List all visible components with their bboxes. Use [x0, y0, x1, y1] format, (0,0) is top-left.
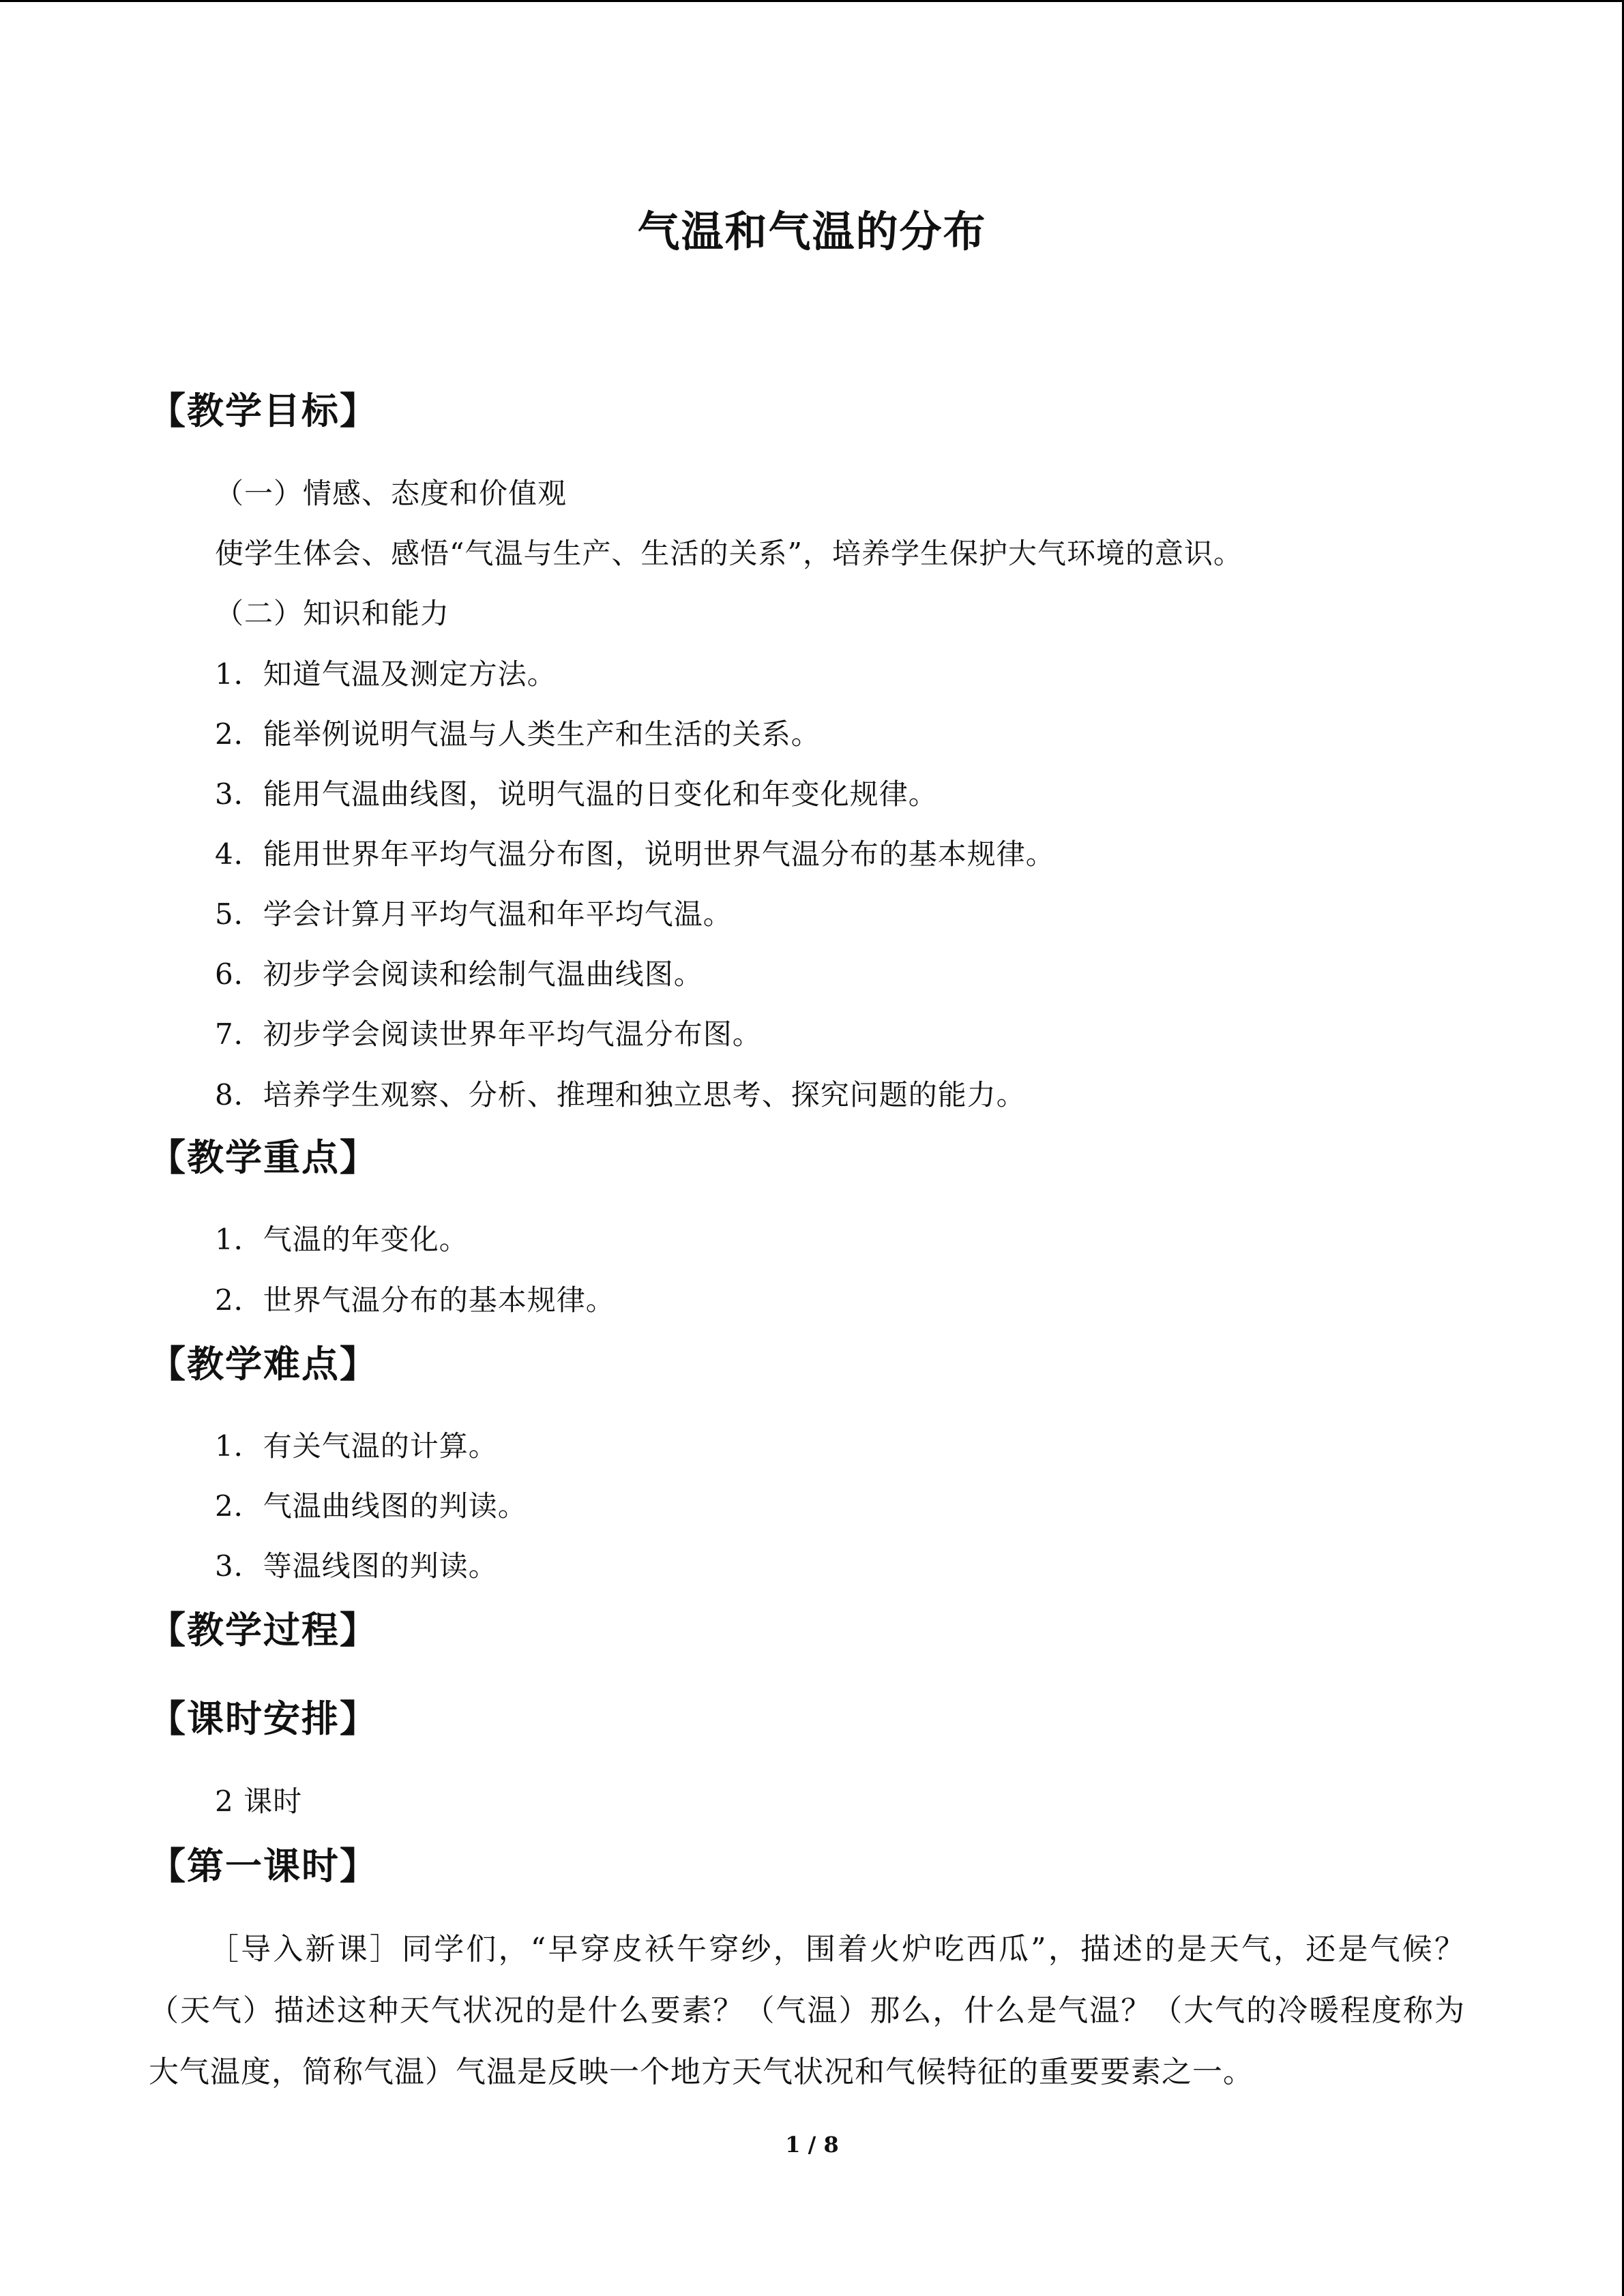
- objective-item: 4．能用世界年平均气温分布图，说明世界气温分布的基本规律。: [215, 837, 1055, 871]
- objective-item: 2．能举例说明气温与人类生产和生活的关系。: [215, 717, 821, 751]
- difficulty-item: 2．气温曲线图的判读。: [215, 1489, 527, 1523]
- objective-item: 3．能用气温曲线图，说明气温的日变化和年变化规律。: [215, 777, 938, 811]
- difficulty-item: 3．等温线图的判读。: [215, 1549, 498, 1583]
- document-title: 气温和气温的分布: [637, 207, 987, 256]
- objectives-part1-text: 使学生体会、感悟“气温与生产、生活的关系”，培养学生保护大气环境的意识。: [215, 537, 1243, 570]
- objectives-part1-label: （一）情感、态度和价值观: [215, 477, 567, 510]
- objective-item: 8．培养学生观察、分析、推理和独立思考、探究问题的能力。: [215, 1078, 1026, 1112]
- schedule-text: 2 课时: [215, 1785, 303, 1818]
- objective-item: 7．初步学会阅读世界年平均气温分布图。: [215, 1017, 762, 1051]
- lesson1-intro-paragraph: ［导入新课］同学们，“早穿皮袄午穿纱，围着火炉吃西瓜”，描述的是天气，还是气候？（天气）描述这种天气状况的是什么要素？（气温）那么，什么是气温？（大气的冷暖程度称为大气温度，简称气温）气温是反映一个地方天气状况和气候特征的重要要素之一。: [149, 1932, 1465, 2089]
- objective-item: 1．知道气温及测定方法。: [215, 657, 557, 691]
- page-number: 1 / 8: [785, 2132, 839, 2158]
- heading-difficulties: 【教学难点】: [149, 1343, 378, 1386]
- difficulty-item: 1．有关气温的计算。: [215, 1429, 498, 1463]
- heading-lesson1: 【第一课时】: [149, 1845, 378, 1888]
- key-point-item: 1．气温的年变化。: [215, 1223, 469, 1256]
- objective-item: 6．初步学会阅读和绘制气温曲线图。: [215, 957, 703, 991]
- key-point-item: 2．世界气温分布的基本规律。: [215, 1283, 615, 1317]
- heading-process: 【教学过程】: [149, 1609, 378, 1652]
- heading-objectives: 【教学目标】: [149, 389, 378, 432]
- objective-item: 5．学会计算月平均气温和年平均气温。: [215, 897, 733, 931]
- heading-schedule: 【课时安排】: [149, 1697, 378, 1740]
- heading-key-points: 【教学重点】: [149, 1136, 378, 1179]
- objectives-part2-label: （二）知识和能力: [215, 597, 450, 630]
